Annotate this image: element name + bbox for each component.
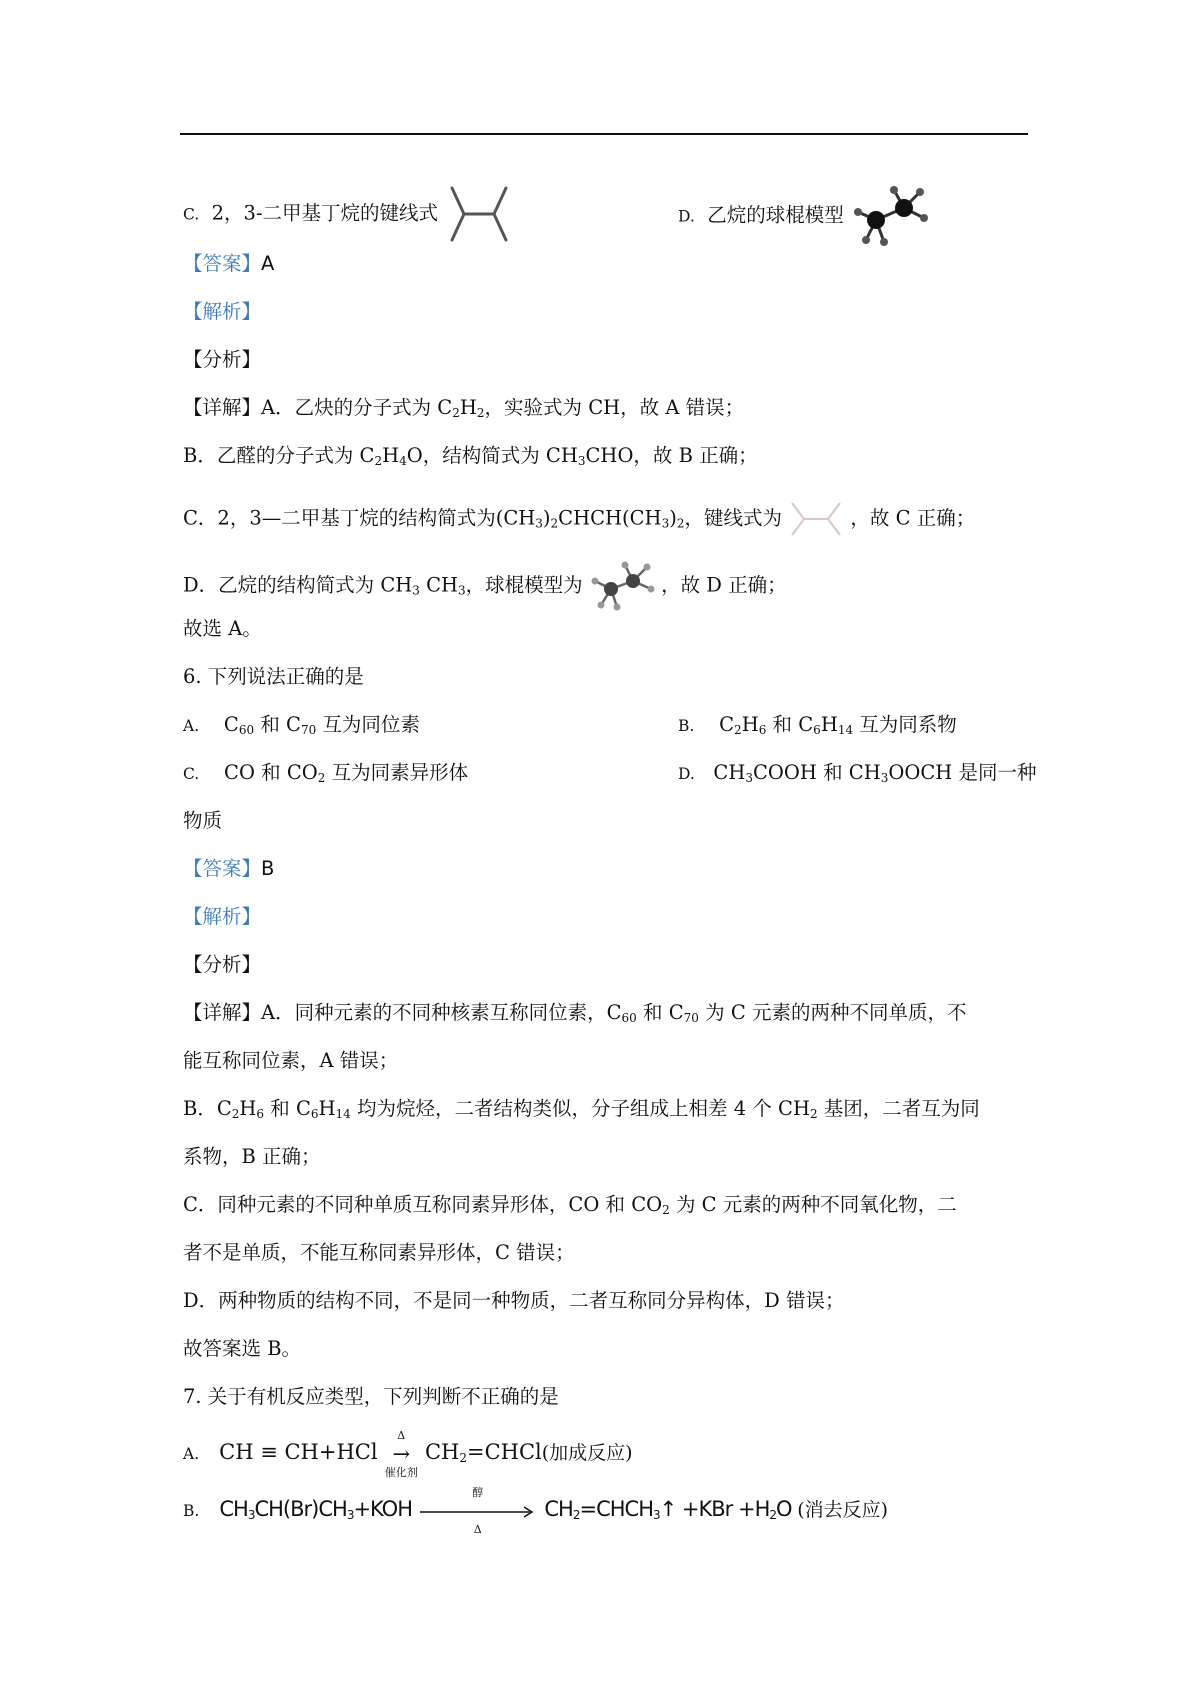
answer-value: A: [261, 252, 275, 275]
q6-detail-4: 系物，B 正确；: [183, 1145, 321, 1168]
q6-option-a: A. $C_{60}$ 和 $C_{70}$ 互为同位素: [183, 713, 420, 737]
ball-stick-model-image: [850, 184, 930, 248]
q6-detail-6: 者不是单质，不能互称同素异形体，C 错误；: [183, 1241, 575, 1264]
reaction-arrow-a: Δ → 催化剂: [384, 1428, 418, 1479]
q5-jiexi-tag: 【解析】: [183, 300, 262, 323]
q6-stem: 6. 下列说法正确的是: [183, 665, 364, 688]
header-rule: [180, 133, 1028, 135]
q6-option-d-cont: 物质: [183, 809, 223, 832]
q5-option-d: D. 乙烷的球棍模型: [678, 184, 930, 248]
q6-option-d: D. $CH_3COOH$ 和 $CH_3OOCH$ 是同一种: [678, 761, 1037, 785]
q7-stem: 7. 关于有机反应类型，下列判断不正确的是: [183, 1385, 559, 1408]
arrow-icon: →: [392, 1441, 411, 1466]
q7-option-b: B. $CH_3CH(Br)CH_3+KOH$ 醇 Δ $CH_2=CHCH_3↑ +KBr +H_2O$ (消去反应): [183, 1485, 889, 1536]
q5-detail-d: D．乙烷的结构简式为 $CH_3$ $CH_3$，球棍模型为 ，故 D 正确；: [183, 561, 787, 611]
q5-fenxi-tag: 【分析】: [183, 348, 262, 371]
q6-detail-1: 【详解】A．同种元素的不同种核素互称同位素，$C_{60}$ 和 $C_{70}$ 为 C 元素的两种不同单质，不: [183, 1001, 967, 1025]
long-arrow-icon: [418, 1506, 538, 1518]
q5-answer: [183, 252, 274, 276]
q6-option-c: C. CO 和 $CO_2$ 互为同素异形体: [183, 761, 469, 785]
skeletal-formula-image: [444, 184, 514, 244]
answer-tag: 【答案】: [183, 857, 262, 880]
q5-detail-b: B．乙醛的分子式为 $C_2H_4O$，结构简式为 $CH_3CHO$，故 B 正确；: [183, 444, 758, 468]
q7-option-a: A. CH ≡ CH+HCl Δ → 催化剂 $CH_2=CHCl$(加成反应): [183, 1428, 633, 1479]
q5-detail-a: 【详解】A．乙炔的分子式为 $C_2H_2$，实验式为 CH，故 A 错误；: [183, 396, 745, 420]
q5-option-c: C. 2，3-二甲基丁烷的键线式: [183, 184, 514, 244]
q6-detail-7: D．两种物质的结构不同，不是同一种物质，二者互称同分异构体，D 错误；: [183, 1289, 845, 1312]
q6-option-b: B. $C_2H_6$ 和 $C_6H_{14}$ 互为同系物: [678, 713, 957, 737]
q5-conclusion: 故选 A。: [183, 617, 262, 640]
reaction-arrow-b: 醇 Δ: [418, 1499, 538, 1523]
skeletal-formula-image-small: [788, 499, 844, 539]
q6-detail-5: C．同种元素的不同种单质互称同素异形体，CO 和 $CO_2$ 为 C 元素的两种不同氧化物，二: [183, 1193, 957, 1217]
q6-fenxi-tag: 【分析】: [183, 953, 262, 976]
q6-jiexi-tag: 【解析】: [183, 905, 262, 928]
q6-conclusion: 故答案选 B。: [183, 1337, 302, 1360]
reaction-a-lhs: CH ≡ CH+HCl: [219, 1440, 378, 1464]
q5-detail-c: C．2，3—二甲基丁烷的结构简式为$(CH_3)_2CHCH(CH_3)_2$，键线式为 ，故 C 正确；: [183, 499, 975, 539]
answer-tag: 【答案】: [183, 252, 262, 275]
ball-stick-model-image-small: [589, 561, 655, 611]
q6-detail-3: B．$C_2H_6$ 和 $C_6H_{14}$ 均为烷烃，二者结构类似，分子组成上相差 4 个 $CH_2$ 基团，二者互为同: [183, 1097, 980, 1121]
answer-value: B: [261, 857, 275, 880]
q6-answer: [183, 857, 274, 881]
q6-detail-2: 能互称同位素，A 错误；: [183, 1049, 399, 1072]
